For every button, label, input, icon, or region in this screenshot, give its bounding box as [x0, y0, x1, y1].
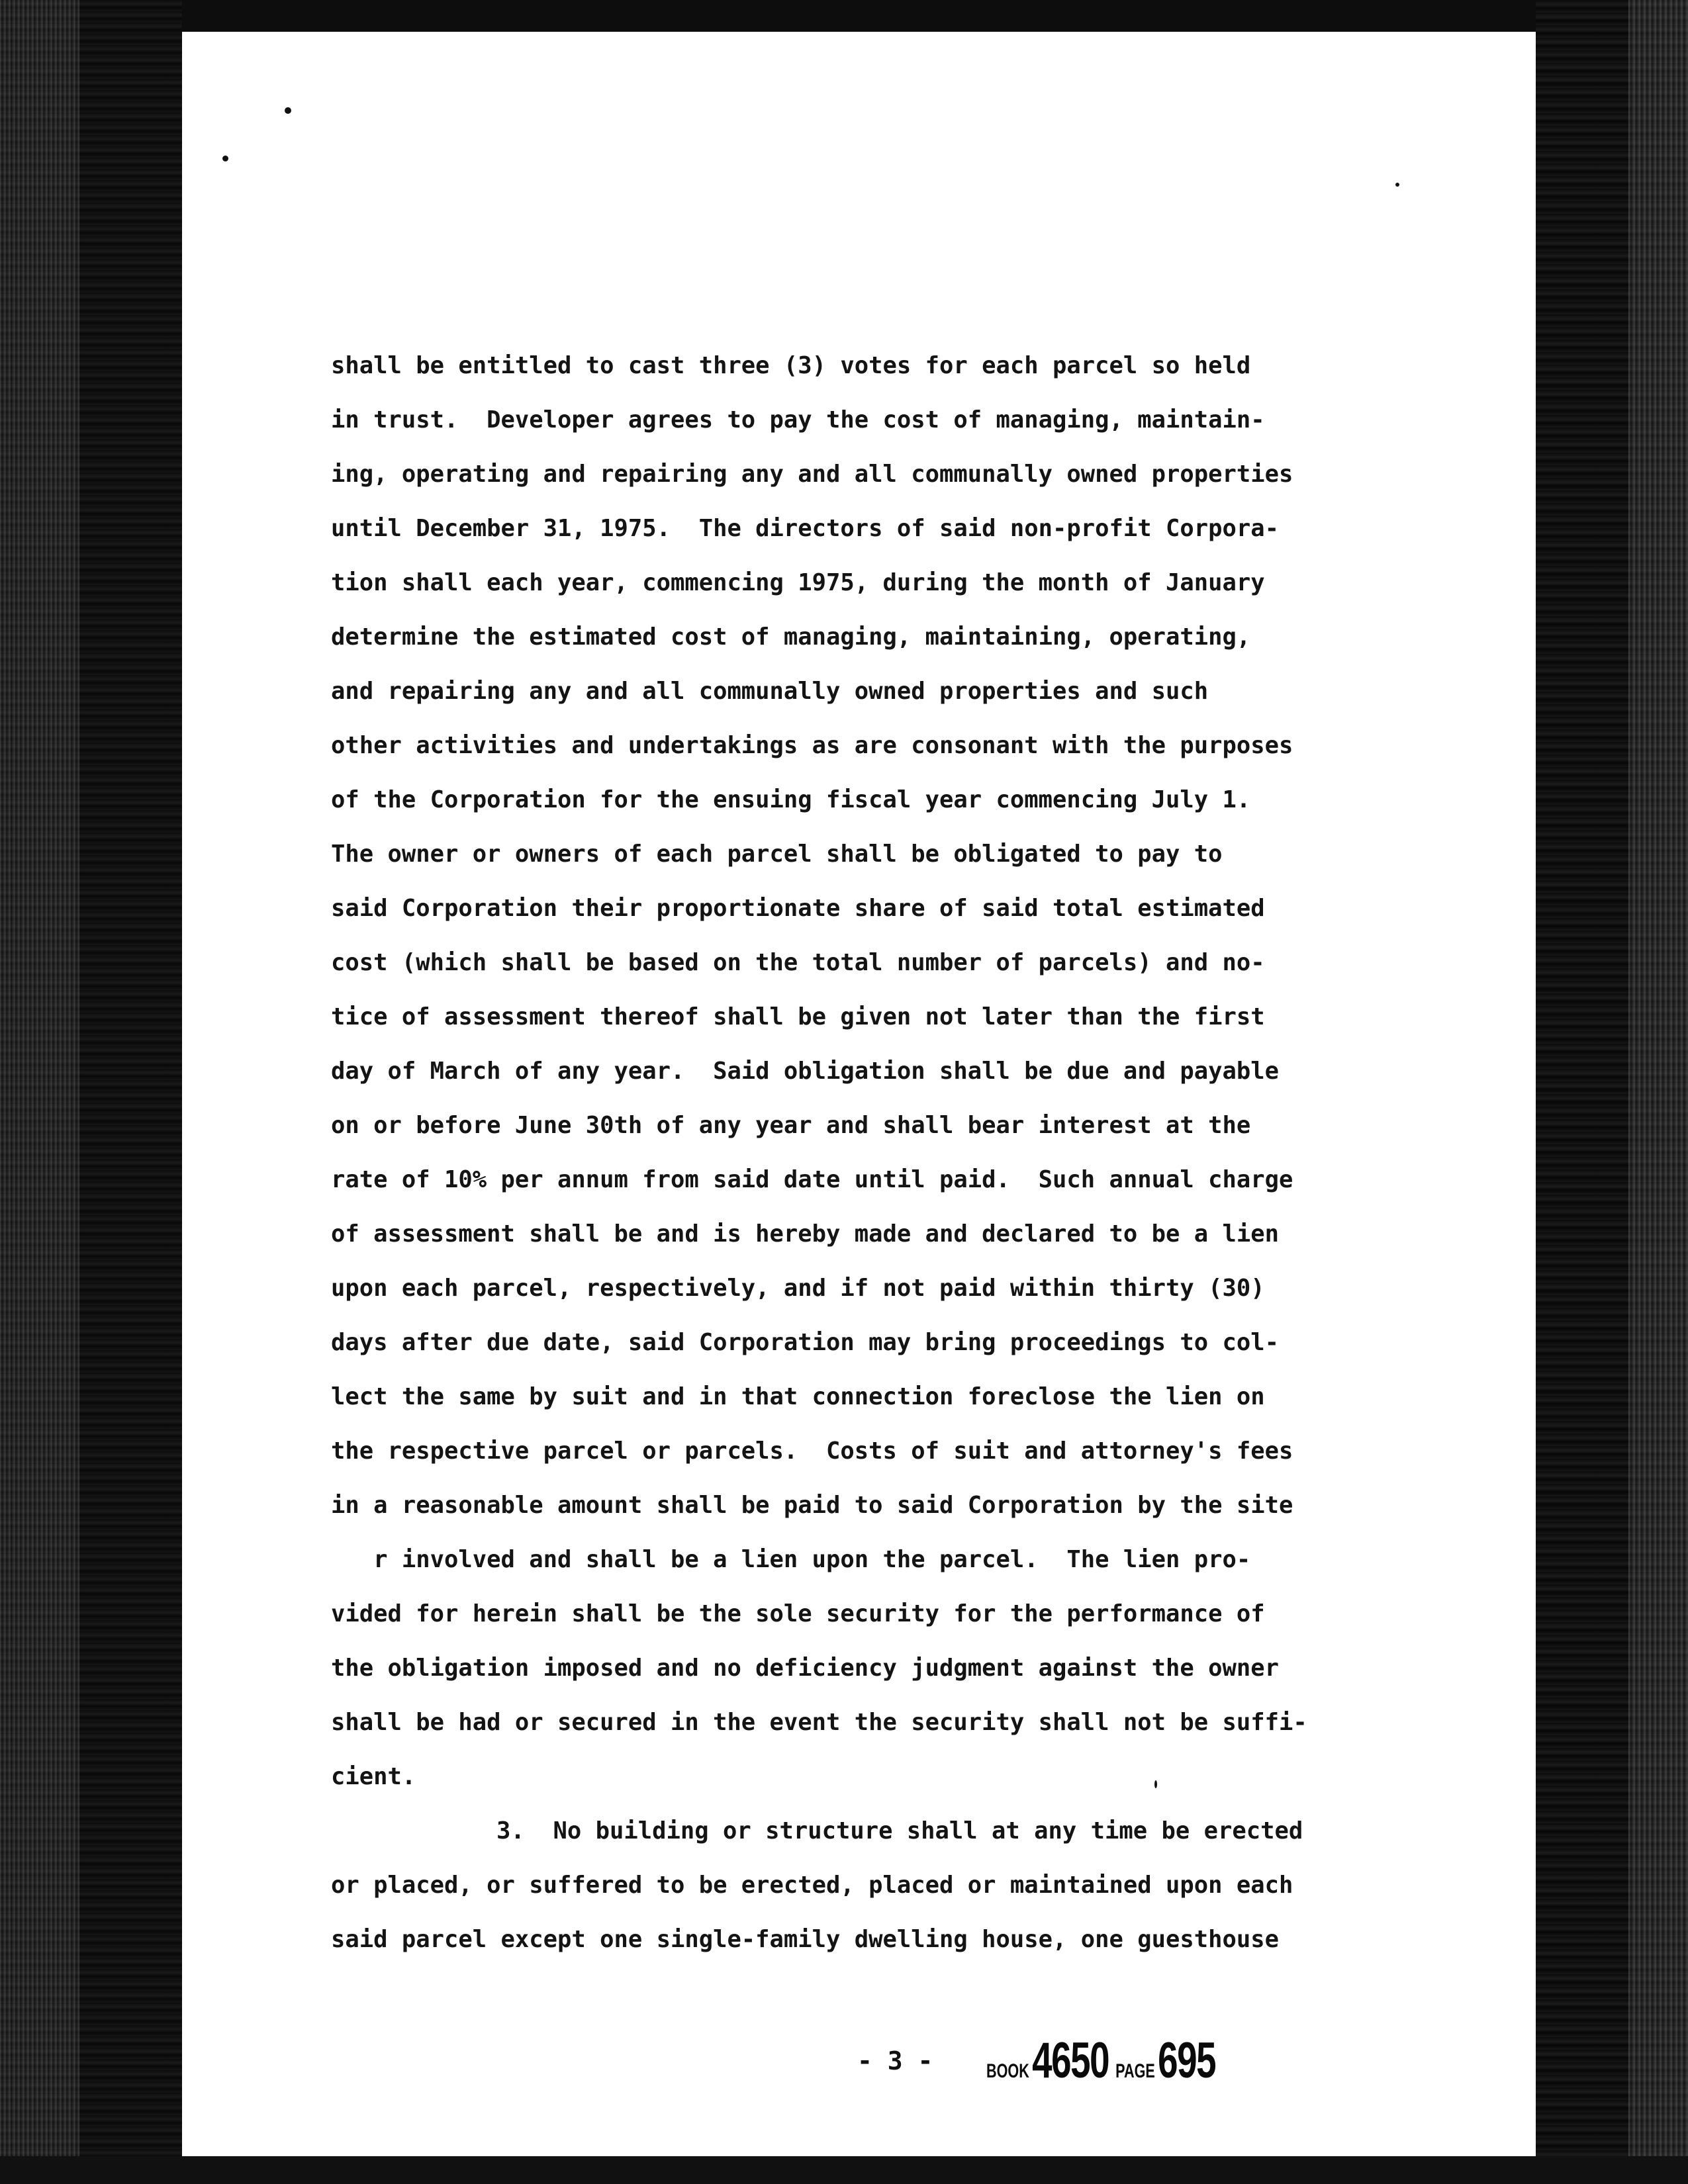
text-line: The owner or owners of each parcel shall be obligated to pay to [331, 841, 1223, 868]
text-line: the respective parcel or parcels. Costs of suit and attorney's fees [331, 1437, 1293, 1465]
paragraph-3-line: said parcel except one single-family dwelling house, one guesthouse [331, 1926, 1279, 1953]
scan-edge-left [0, 0, 182, 2184]
text-line: said Corporation their proportionate share of said total estimated [331, 895, 1265, 922]
text-line: shall be entitled to cast three (3) votes for each parcel so held [331, 352, 1251, 379]
book-label: BOOK [986, 2060, 1029, 2082]
text-line: cient. [331, 1763, 416, 1790]
paragraph-3-line: or placed, or suffered to be erected, placed or maintained upon each [331, 1872, 1293, 1899]
text-line: lect the same by suit and in that connection foreclose the lien on [331, 1383, 1265, 1410]
text-line: days after due date, said Corporation may bring proceedings to col- [331, 1329, 1279, 1356]
scan-edge-right [1536, 0, 1688, 2184]
text-line: of the Corporation for the ensuing fiscal year commencing July 1. [331, 786, 1251, 813]
text-line: determine the estimated cost of managing, maintaining, operating, [331, 623, 1251, 651]
text-line: until December 31, 1975. The directors of said non-profit Corpora- [331, 515, 1279, 542]
scan-speck [222, 156, 228, 161]
page-number: - 3 - [857, 2046, 933, 2075]
paragraph-3-line: 3. No building or structure shall at any time be erected [496, 1817, 1303, 1844]
scan-edge-bottom [0, 2156, 1688, 2184]
scan-speck [1395, 183, 1399, 187]
text-line: cost (which shall be based on the total number of parcels) and no- [331, 949, 1265, 976]
text-line: the obligation imposed and no deficiency judgment against the owner [331, 1655, 1279, 1682]
text-line: r involved and shall be a lien upon the parcel. The lien pro- [331, 1546, 1251, 1573]
text-line: other activities and undertakings as are consonant with the purposes [331, 732, 1293, 759]
page-label: PAGE [1115, 2060, 1155, 2082]
text-line: day of March of any year. Said obligation shall be due and payable [331, 1058, 1279, 1085]
text-line: rate of 10% per annum from said date until paid. Such annual charge [331, 1166, 1293, 1193]
text-line: on or before June 30th of any year and shall bear interest at the [331, 1112, 1251, 1139]
scan-edge-top [0, 0, 1688, 32]
page-reference: 695 [1158, 2032, 1216, 2089]
text-line: shall be had or secured in the event the security shall not be suffi- [331, 1709, 1307, 1736]
text-line: of assessment shall be and is hereby made and declared to be a lien [331, 1220, 1279, 1248]
scan-speck [285, 107, 291, 114]
text-line: and repairing any and all communally owned properties and such [331, 678, 1209, 705]
document-body [331, 339, 1470, 1967]
text-line: in a reasonable amount shall be paid to said Corporation by the site [331, 1492, 1293, 1519]
book-number: 4650 [1032, 2032, 1109, 2089]
book-page-stamp [986, 2032, 1222, 2089]
text-line: tion shall each year, commencing 1975, during the month of January [331, 569, 1265, 596]
text-line: tice of assessment thereof shall be given not later than the first [331, 1003, 1265, 1030]
text-line: in trust. Developer agrees to pay the cost of managing, maintain- [331, 406, 1265, 433]
text-line: vided for herein shall be the sole security for the performance of [331, 1600, 1265, 1627]
text-line: ing, operating and repairing any and all communally owned properties [331, 461, 1293, 488]
text-line: upon each parcel, respectively, and if not paid within thirty (30) [331, 1275, 1265, 1302]
